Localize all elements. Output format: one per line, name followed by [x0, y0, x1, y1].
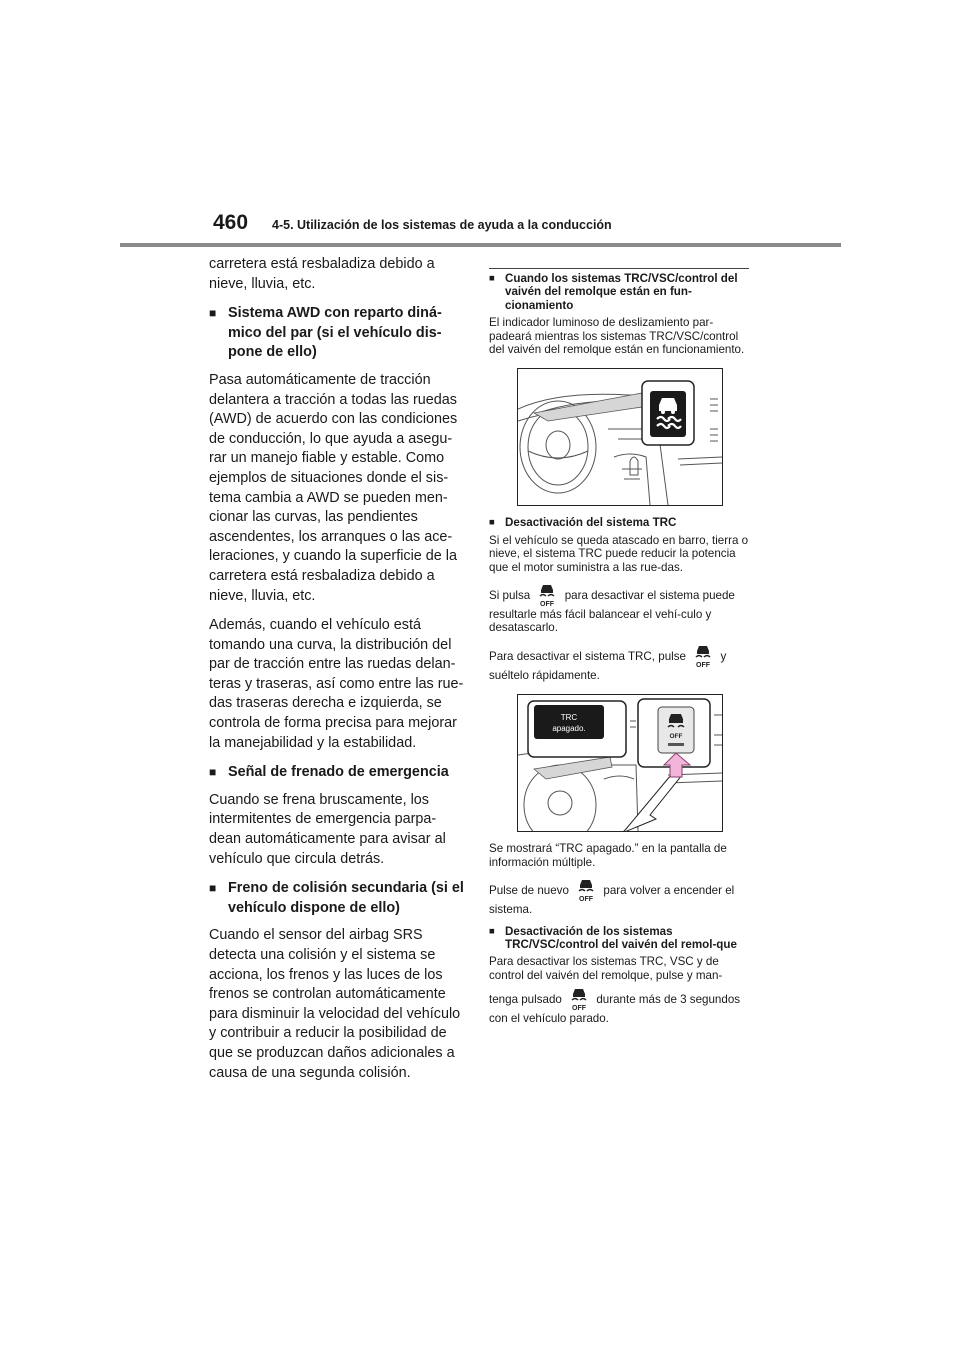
display-line-1: TRC [560, 713, 578, 723]
bullet-icon: ■ [209, 881, 217, 896]
vsc-off-icon [575, 877, 597, 903]
trc-off-heading [489, 516, 749, 529]
bullet-icon: ■ [489, 273, 495, 284]
operating-paragraph: El indicador luminoso de deslizamiento par-padeará mientras los sistemas TRC/VSC/control del vaivén del remolque están en funcionamiento. [489, 316, 745, 357]
collision-heading [209, 879, 467, 918]
all-off-p2-after: durante más de 3 segundos con el vehículo parado. [489, 993, 741, 1026]
trc-off-p5-before: Pulse de nuevo [489, 884, 569, 898]
slip-indicator-icon [650, 391, 686, 437]
trc-off-paragraph-4: Se mostrará “TRC apagado.” en la pantalla de información múltiple. [489, 842, 727, 869]
emergency-heading-text: Señal de frenado de emergencia [228, 764, 449, 781]
emergency-heading [209, 763, 467, 783]
all-off-paragraph-1: Para desactivar los sistemas TRC, VSC y de control del vaivén del remolque, pulse y man- [489, 955, 723, 982]
switch-off-label: OFF [669, 733, 683, 741]
left-column [209, 255, 467, 1093]
trc-off-paragraph-5 [489, 877, 749, 916]
section-title: 4-5. Utilización de los sistemas de ayuda a la conducción [272, 218, 612, 232]
trc-off-display [534, 705, 604, 739]
page-number: 460 [213, 211, 249, 234]
trc-off-paragraph-1: Si el vehículo se queda atascado en barro, tierra o nieve, el sistema TRC puede reducir la potencia que el motor suministra a las rue-das. [489, 533, 749, 574]
bullet-icon: ■ [489, 517, 495, 529]
bullet-icon: ■ [209, 306, 217, 321]
bullet-icon: ■ [489, 925, 495, 937]
off-label: OFF [540, 601, 555, 609]
operating-heading [489, 268, 749, 312]
vsc-off-icon [568, 986, 590, 1012]
vsc-off-icon [536, 582, 558, 608]
trc-off-heading-text: Desactivación del sistema TRC [505, 516, 677, 530]
awd-paragraph-2: Además, cuando el vehículo está tomando una curva, la distribución del par de tracción entre las ruedas delan-teras y traseras, así como entre las rue-das traseras derecha e izquierda, se controla de forma precisa para mejorar la manejabilidad y la estabilidad. [209, 617, 464, 751]
operating-heading-text: Cuando los sistemas TRC/VSC/control del vaivén del remolque están en fun-cionamiento [505, 272, 738, 312]
trc-off-p2-before: Si pulsa [489, 589, 531, 603]
trc-off-p5-after: para volver a encender el sistema. [489, 884, 735, 917]
switch-illustration [518, 695, 722, 831]
emergency-paragraph: Cuando se frena bruscamente, los intermitentes de emergencia parpa-dean automáticamente para avisar al vehículo que circula detrás. [209, 791, 446, 867]
collision-paragraph: Cuando el sensor del airbag SRS detecta una colisión y el sistema se acciona, los frenos y las luces de los frenos se controlan automáticamente para disminuir la velocidad del vehículo y contribuir a reducir la posibilidad de que se produzcan daños adicionales a causa de una segunda colisión. [209, 927, 461, 1081]
vsc-off-icon [692, 643, 714, 669]
intro-paragraph: carretera está resbaladiza debido a nieve, lluvia, etc. [209, 256, 435, 292]
header-rule [120, 243, 841, 247]
trc-off-paragraph-3 [489, 643, 749, 682]
all-off-paragraph-2 [489, 986, 749, 1025]
collision-heading-text: Freno de colisión secundaria (si el vehículo dispone de ello) [228, 880, 464, 916]
trc-switch-figure [517, 694, 723, 832]
bullet-icon: ■ [209, 765, 217, 780]
trc-off-p3-before: Para desactivar el sistema TRC, pulse [489, 649, 686, 663]
off-label: OFF [579, 896, 594, 904]
right-column [489, 268, 749, 1034]
awd-paragraph-1: Pasa automáticamente de tracción delantera a tracción a todas las ruedas (AWD) de acuerdo con las condiciones de conducción, lo que ayuda a asegu-rar un manejo fiable y estable. Como ejemplos de situaciones donde el sis-tema cambia a AWD se pueden men-cionar las curvas, las pendientes ascendentes, los arranques o las ace-leraciones, y cuando la superficie de la carretera está resbaladiza debido a nieve, lluvia, etc. [209, 371, 458, 604]
all-off-p2-before: tenga pulsado [489, 993, 562, 1007]
vsc-off-switch [658, 707, 694, 753]
dashboard-slip-figure [517, 368, 723, 506]
dashboard-illustration [518, 369, 722, 505]
off-label: OFF [572, 1005, 587, 1013]
display-line-2: apagado. [552, 724, 586, 734]
trc-off-p2-after: para desactivar el sistema puede resultarle más fácil balancear el vehí-culo y desatascarlo. [489, 589, 735, 635]
trc-off-paragraph-2 [489, 582, 749, 635]
all-off-heading [489, 925, 749, 952]
awd-heading-text: Sistema AWD con reparto diná-mico del par (si el vehículo dis-pone de ello) [228, 305, 442, 361]
trc-off-p3-after: y suéltelo rápidamente. [489, 649, 727, 682]
awd-heading [209, 304, 467, 363]
all-off-heading-text: Desactivación de los sistemas TRC/VSC/control del vaivén del remol-que [505, 924, 737, 951]
off-label: OFF [696, 661, 711, 669]
